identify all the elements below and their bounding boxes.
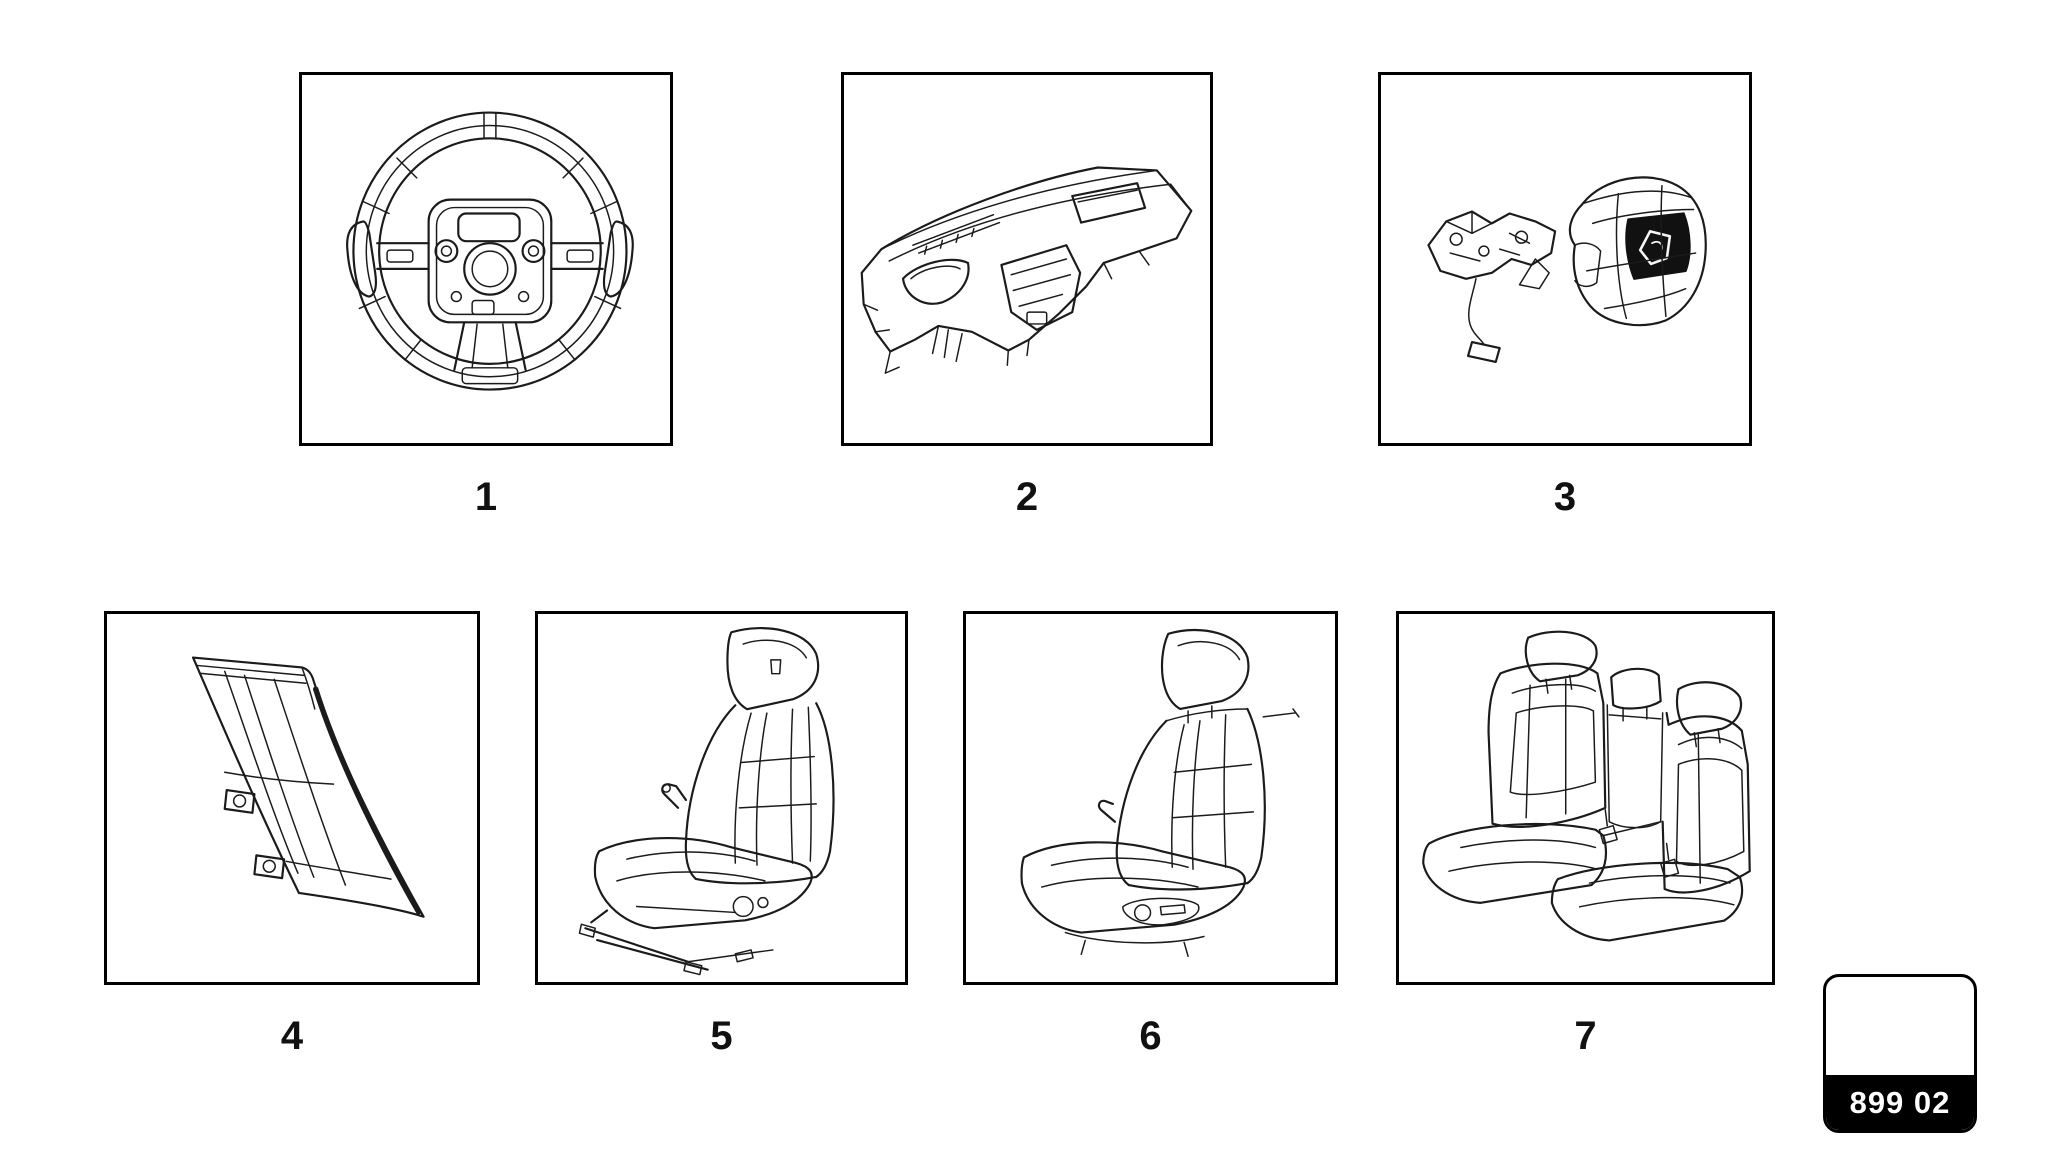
front-seat-rails-drawing — [538, 614, 905, 982]
airbag-module-drawing — [1381, 75, 1749, 443]
part-panel-6 — [963, 611, 1338, 1057]
part-number-label-4: 4 — [280, 1014, 304, 1058]
section-code-badge — [1823, 974, 1977, 1133]
badge-code-text: 899 02 — [1849, 1084, 1951, 1120]
part-panel-2 — [841, 72, 1213, 518]
part-box-4[interactable] — [104, 611, 480, 985]
part-number-label-7: 7 — [1574, 1014, 1597, 1058]
badge-code-band — [1826, 1075, 1974, 1130]
part-panel-5 — [535, 611, 908, 1057]
front-seat-drawing — [966, 614, 1335, 982]
part-panel-1 — [299, 72, 673, 518]
part-number-label-2: 2 — [1015, 475, 1039, 519]
part-box-3[interactable] — [1378, 72, 1752, 446]
part-panel-3 — [1378, 72, 1752, 518]
part-box-5[interactable] — [535, 611, 908, 985]
part-panel-7 — [1396, 611, 1775, 1057]
rear-bench-seat-drawing — [1399, 614, 1772, 982]
part-box-6[interactable] — [963, 611, 1338, 985]
trim-panel-drawing — [107, 614, 477, 982]
part-panel-4 — [104, 611, 480, 1057]
steering-wheel-drawing — [302, 75, 670, 443]
badge-blank-area — [1826, 977, 1974, 1075]
part-box-7[interactable] — [1396, 611, 1775, 985]
part-box-1[interactable] — [299, 72, 673, 446]
dashboard-drawing — [844, 75, 1210, 443]
part-number-label-6: 6 — [1139, 1014, 1162, 1058]
part-number-label-1: 1 — [474, 475, 498, 519]
part-number-label-5: 5 — [710, 1014, 733, 1058]
part-box-2[interactable] — [841, 72, 1213, 446]
part-number-label-3: 3 — [1553, 475, 1577, 519]
